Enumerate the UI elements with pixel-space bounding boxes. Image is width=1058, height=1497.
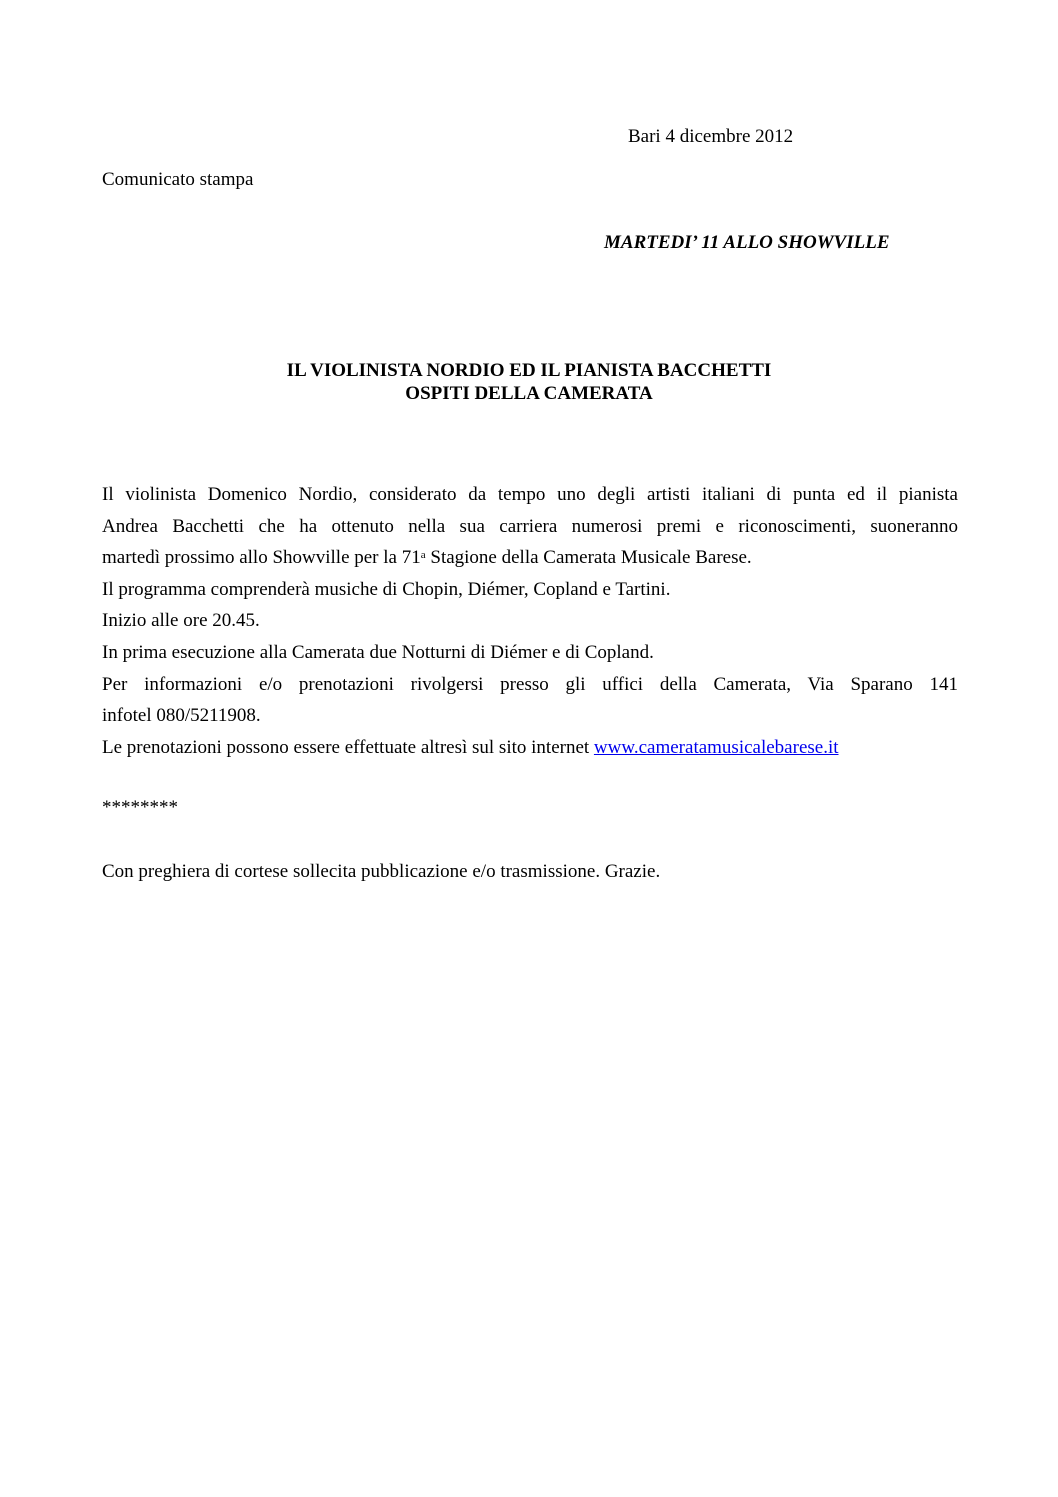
ordinal-superscript: a	[420, 549, 426, 562]
body-line-3-rest: Stagione della Camerata Musicale Barese.	[425, 547, 752, 569]
event-subtitle: MARTEDI’ 11 ALLO SHOWVILLE	[604, 232, 890, 253]
body-line-8: infotel 080/5211908.	[102, 705, 261, 727]
body-line-9-text: Le prenotazioni possono essere effettuate altresì sul sito internet	[102, 736, 594, 758]
closing-note: Con preghiera di cortese sollecita pubblicazione e/o trasmissione. Grazie.	[102, 861, 661, 882]
body-line-7: Per informazioni e/o prenotazioni rivolgersi presso gli uffici della Camerata, Via Sparano 141	[102, 673, 958, 695]
body-line-2: Andrea Bacchetti che ha ottenuto nella sua carriera numerosi premi e riconoscimenti, suoneranno	[102, 515, 958, 537]
body-line-6: In prima esecuzione alla Camerata due Notturni di Diémer e di Copland.	[102, 641, 654, 663]
body-line-4: Il programma comprenderà musiche di Chopin, Diémer, Copland e Tartini.	[102, 578, 671, 600]
body-line-9	[102, 732, 958, 764]
headline-line-2: OSPITI DELLA CAMERATA	[405, 383, 653, 404]
document-label: Comunicato stampa	[102, 169, 254, 190]
body-line-5: Inizio alle ore 20.45.	[102, 610, 260, 632]
body-line-3-text: martedì prossimo allo Showville per la 71	[102, 547, 421, 569]
press-release-body	[102, 479, 958, 763]
body-line-3	[102, 542, 958, 574]
body-line-1: Il violinista Domenico Nordio, considerato da tempo uno degli artisti italiani di punta ed il pianista	[102, 484, 958, 505]
separator: ********	[102, 797, 178, 818]
document-date: Bari 4 dicembre 2012	[628, 126, 794, 147]
headline-line-1: IL VIOLINISTA NORDIO ED IL PIANISTA BACCHETTI	[286, 360, 772, 381]
website-link[interactable]: www.cameratamusicalebarese.it	[593, 736, 839, 758]
